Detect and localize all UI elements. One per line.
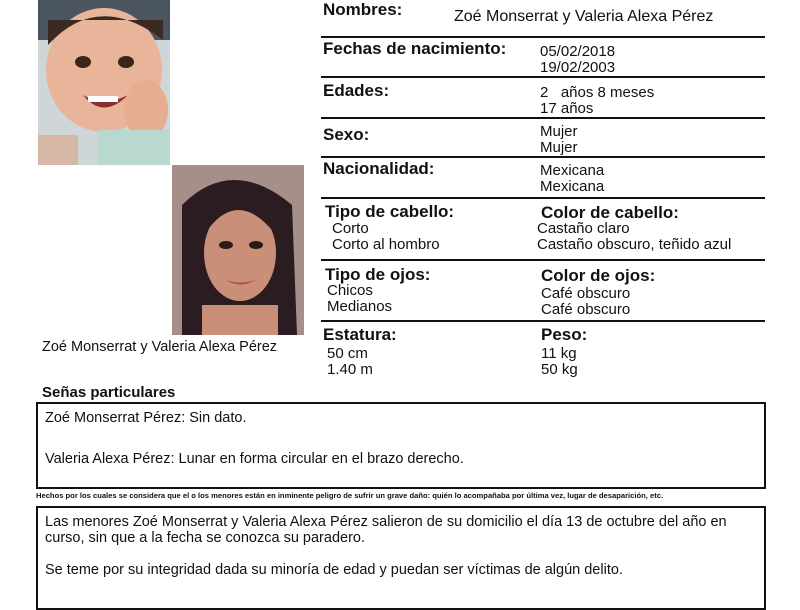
rule <box>321 76 765 78</box>
value-tipo-cabello-1: Corto <box>332 220 369 237</box>
hechos-heading: Hechos por los cuales se considera que el o los menores están en inminente peligro de sufrir un grave daño: quién lo acompañaba por última vez, lugar de desaparición, etc. <box>36 491 664 500</box>
label-nacionalidad: Nacionalidad: <box>323 159 435 178</box>
photo-valeria-image <box>172 165 304 335</box>
label-color-cabello: Color de cabello: <box>541 203 679 222</box>
label-edades: Edades: <box>323 81 390 100</box>
value-sexo-2: Mujer <box>540 139 578 156</box>
photo-zoe-image <box>38 0 170 165</box>
value-color-ojos-1: Café obscuro <box>541 285 631 302</box>
rule <box>321 36 765 38</box>
value-tipo-cabello-2: Corto al hombro <box>332 236 440 253</box>
label-color-ojos: Color de ojos: <box>541 266 656 285</box>
senas-box <box>36 402 766 489</box>
value-fecha-1: 05/02/2018 <box>540 43 616 60</box>
hechos-para-2: Se teme por su integridad dada su minoría de edad y puedan ser víctimas de algún delito. <box>45 562 623 578</box>
value-tipo-ojos-1: Chicos <box>327 282 373 299</box>
value-peso-1: 11 kg <box>541 345 577 362</box>
rule <box>321 320 765 322</box>
rule <box>321 156 765 158</box>
rule <box>321 197 765 199</box>
rule <box>321 259 765 261</box>
value-tipo-ojos-2: Medianos <box>327 298 393 315</box>
label-tipo-ojos: Tipo de ojos: <box>325 265 431 284</box>
value-nacionalidad-2: Mexicana <box>540 178 605 195</box>
photo-caption: Zoé Monserrat y Valeria Alexa Pérez <box>42 339 278 355</box>
label-estatura: Estatura: <box>323 325 397 344</box>
value-fecha-2: 19/02/2003 <box>540 59 616 76</box>
value-edad-1: 2 años 8 meses <box>540 84 655 101</box>
senas-heading: Señas particulares <box>42 384 176 401</box>
senas-line-1: Zoé Monserrat Pérez: Sin dato. <box>45 410 247 426</box>
hechos-para-1: Las menores Zoé Monserrat y Valeria Alexa Pérez salieron de su domicilio el día 13 de octubre del año en curso, sin que a la fecha se conozca su paradero. <box>45 514 727 546</box>
photo-zoe <box>38 0 170 165</box>
label-nombres: Nombres: <box>323 0 403 19</box>
label-tipo-cabello: Tipo de cabello: <box>325 202 455 221</box>
value-color-cabello-2: Castaño obscuro, teñido azul <box>537 236 732 253</box>
label-fechas: Fechas de nacimiento: <box>323 39 507 58</box>
value-estatura-2: 1.40 m <box>327 361 373 378</box>
rule <box>321 117 765 119</box>
hechos-box <box>36 506 766 610</box>
value-nombres: Zoé Monserrat y Valeria Alexa Pérez <box>454 8 714 25</box>
label-sexo: Sexo: <box>323 125 370 144</box>
value-estatura-1: 50 cm <box>327 345 368 362</box>
photo-valeria <box>172 165 304 335</box>
value-color-ojos-2: Café obscuro <box>541 301 631 318</box>
value-peso-2: 50 kg <box>541 361 578 378</box>
senas-line-2: Valeria Alexa Pérez: Lunar en forma circular en el brazo derecho. <box>45 451 464 467</box>
label-peso: Peso: <box>541 325 588 344</box>
value-color-cabello-1: Castaño claro <box>537 220 630 237</box>
value-nacionalidad-1: Mexicana <box>540 162 605 179</box>
value-edad-2: 17 años <box>540 100 594 117</box>
value-sexo-1: Mujer <box>540 123 578 140</box>
